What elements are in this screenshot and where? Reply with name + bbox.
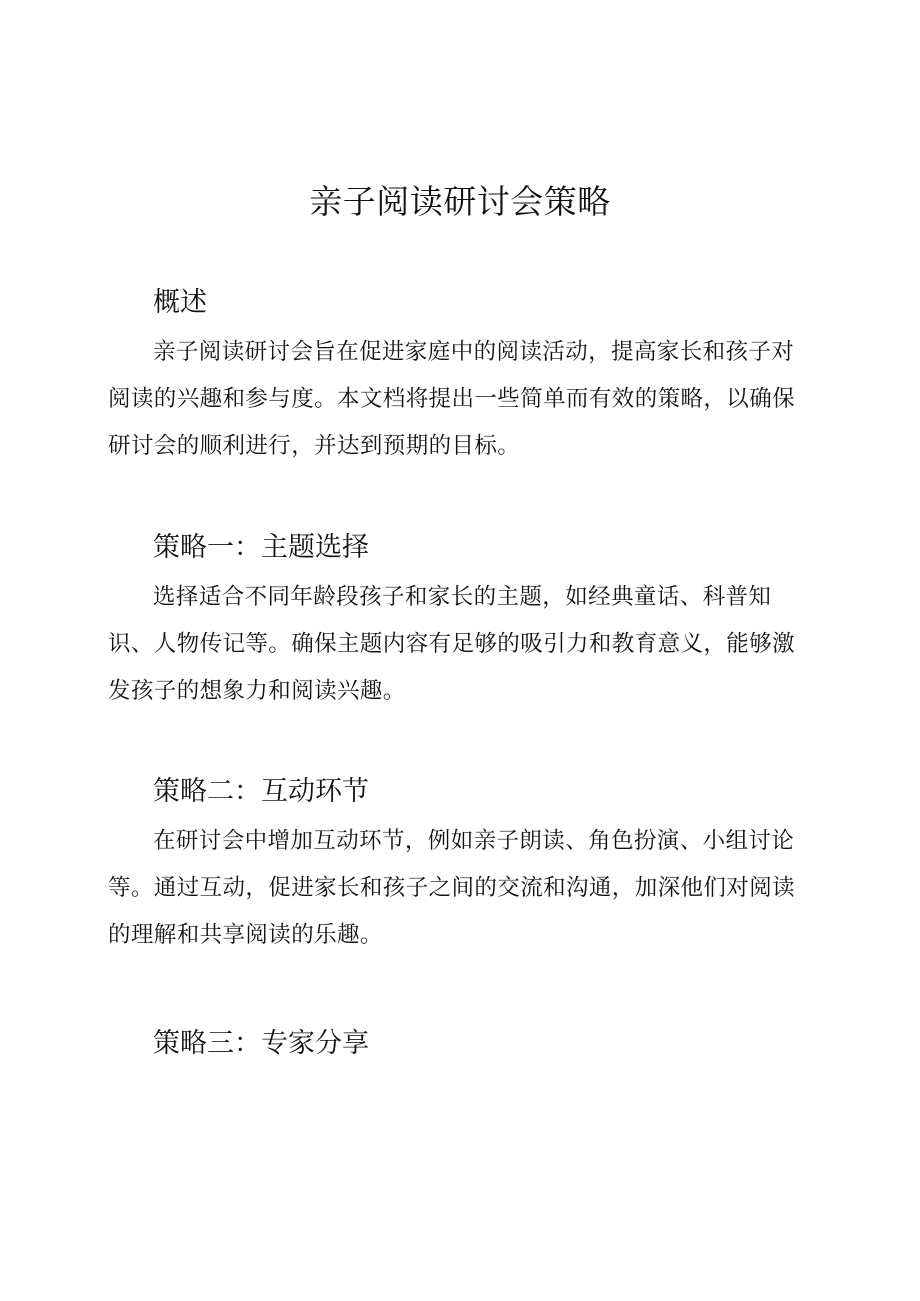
section-heading-strategy-1: 策略一：主题选择 [153, 532, 369, 563]
section-heading-strategy-3: 策略三：专家分享 [153, 1028, 369, 1059]
section-body-strategy-2: 在研讨会中增加互动环节，例如亲子朗读、角色扮演、小组讨论等。通过互动，促进家长和孩子之间的交流和沟通，加深他们对阅读的理解和共享阅读的乐趣。 [108, 828, 796, 948]
document-title: 亲子阅读研讨会策略 [309, 182, 611, 221]
section-strategy-3 [108, 1024, 828, 1064]
section-body-strategy-1: 选择适合不同年龄段孩子和家长的主题，如经典童话、科普知识、人物传记等。确保主题内容有足够的吸引力和教育意义，能够激发孩子的想象力和阅读兴趣。 [108, 584, 796, 704]
section-body-overview: 亲子阅读研讨会旨在促进家庭中的阅读活动，提高家长和孩子对阅读的兴趣和参与度。本文档将提出一些简单而有效的策略，以确保研讨会的顺利进行，并达到预期的目标。 [108, 339, 796, 459]
section-strategy-2 [108, 772, 828, 959]
section-strategy-1 [108, 528, 828, 715]
section-heading-strategy-2: 策略二：互动环节 [153, 776, 369, 807]
section-heading-overview: 概述 [153, 287, 207, 318]
section-overview [108, 283, 828, 470]
